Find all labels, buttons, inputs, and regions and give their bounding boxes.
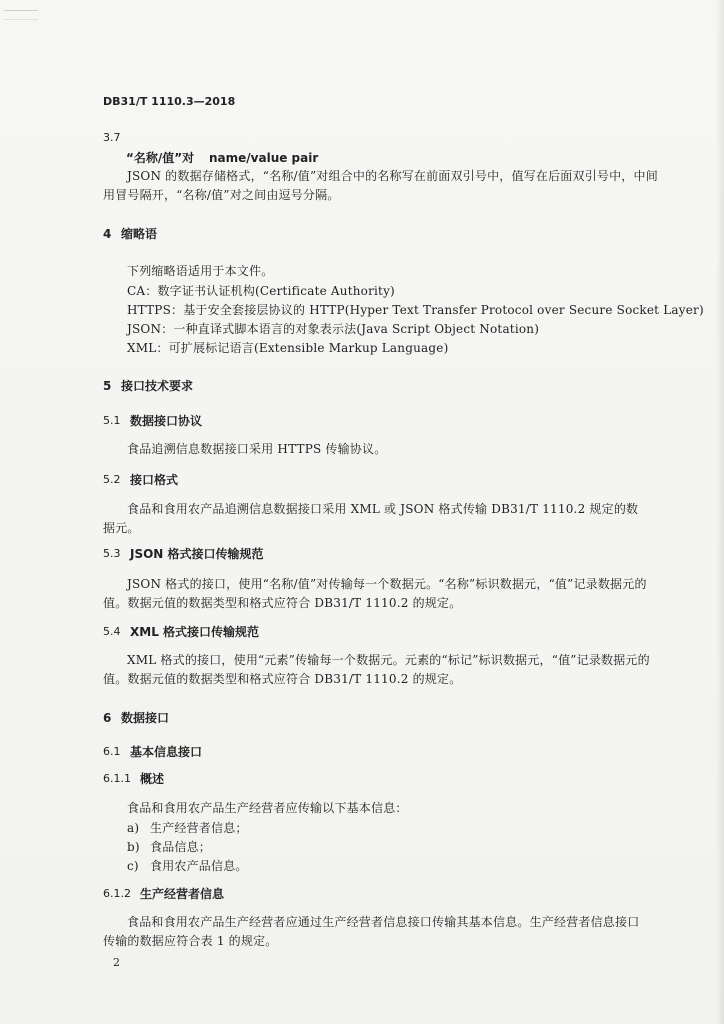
definition-line-1: JSON 的数据存储格式，“名称/值”对组合中的名称写在前面双引号中，值写在后面双引号中，中间: [127, 169, 658, 183]
clause-number-3-7: 3.7: [103, 131, 121, 144]
list-item-marker: c): [127, 859, 139, 873]
clause-5-3-line-2: 值。数据元值的数据类型和格式应符合 DB31/T 1110.2 的规定。: [103, 596, 462, 610]
abbr-item: HTTPS：基于安全套接层协议的 HTTP(Hyper Text Transfer Protocol over Secure Socket Layer): [127, 303, 704, 317]
clause-6-1-1-title: 概述: [140, 772, 165, 786]
abbr-intro: 下列缩略语适用于本文件。: [127, 264, 274, 278]
clause-5-3-line-1: JSON 格式的接口，使用“名称/值”对传输每一个数据元。“名称”标识数据元，“值”记录数据元的: [127, 577, 647, 591]
clause-5-1-title: 数据接口协议: [130, 414, 203, 428]
section-5-title: 接口技术要求: [121, 379, 194, 393]
clause-5-3-title: JSON 格式接口传输规范: [130, 547, 264, 561]
list-item: 生产经营者信息；: [150, 821, 248, 835]
clause-6-1-1-number: 6.1.1: [103, 772, 131, 785]
section-6-number: 6: [103, 711, 112, 725]
clause-5-2-number: 5.2: [103, 473, 121, 486]
section-4-number: 4: [103, 227, 112, 241]
abbr-item: JSON：一种直译式脚本语言的对象表示法(Java Script Object Notation): [127, 322, 540, 336]
clause-5-4-title: XML 格式接口传输规范: [130, 625, 260, 639]
clause-5-3-number: 5.3: [103, 547, 121, 560]
clause-6-1-title: 基本信息接口: [130, 745, 203, 759]
list-item-marker: b): [127, 840, 140, 854]
definition-line-2: 用冒号隔开，“名称/值”对之间由逗号分隔。: [103, 188, 340, 202]
section-5-number: 5: [103, 379, 112, 393]
clause-6-1-2-title: 生产经营者信息: [140, 887, 225, 901]
section-4-title: 缩略语: [121, 227, 158, 241]
clause-5-4-number: 5.4: [103, 625, 121, 638]
scan-edge-mark: [4, 10, 38, 20]
term-cn: “名称/值”对: [126, 151, 195, 165]
page-number: 2: [113, 956, 120, 969]
clause-5-2-line-2: 据元。: [103, 521, 140, 535]
section-6-title: 数据接口: [121, 711, 170, 725]
clause-5-4-line-1: XML 格式的接口，使用“元素”传输每一个数据元。元素的“标记”标识数据元，“值”记录数据元的: [127, 653, 650, 667]
clause-5-2-line-1: 食品和食用农产品追溯信息数据接口采用 XML 或 JSON 格式传输 DB31/T 1110.2 规定的数: [127, 502, 639, 516]
clause-6-1-2-number: 6.1.2: [103, 887, 131, 900]
abbr-item: CA：数字证书认证机构(Certificate Authority): [127, 284, 395, 298]
clause-6-1-1-intro: 食品和食用农产品生产经营者应传输以下基本信息：: [127, 801, 408, 815]
clause-5-4-line-2: 值。数据元值的数据类型和格式应符合 DB31/T 1110.2 的规定。: [103, 672, 462, 686]
list-item-marker: a): [127, 821, 140, 835]
scan-shadow: [716, 0, 724, 1024]
term-en: name/value pair: [209, 151, 319, 165]
list-item: 食品信息；: [150, 840, 212, 854]
clause-5-1-number: 5.1: [103, 414, 121, 427]
clause-5-2-title: 接口格式: [130, 473, 179, 487]
abbr-item: XML：可扩展标记语言(Extensible Markup Language): [127, 341, 449, 355]
clause-5-1-text: 食品追溯信息数据接口采用 HTTPS 传输协议。: [127, 442, 387, 456]
clause-6-1-number: 6.1: [103, 745, 121, 758]
standard-header: DB31/T 1110.3—2018: [103, 95, 236, 108]
list-item: 食用农产品信息。: [150, 859, 248, 873]
clause-6-1-2-line-1: 食品和食用农产品生产经营者应通过生产经营者信息接口传输其基本信息。生产经营者信息接口: [127, 915, 640, 929]
clause-6-1-2-line-2: 传输的数据应符合表 1 的规定。: [103, 934, 278, 948]
